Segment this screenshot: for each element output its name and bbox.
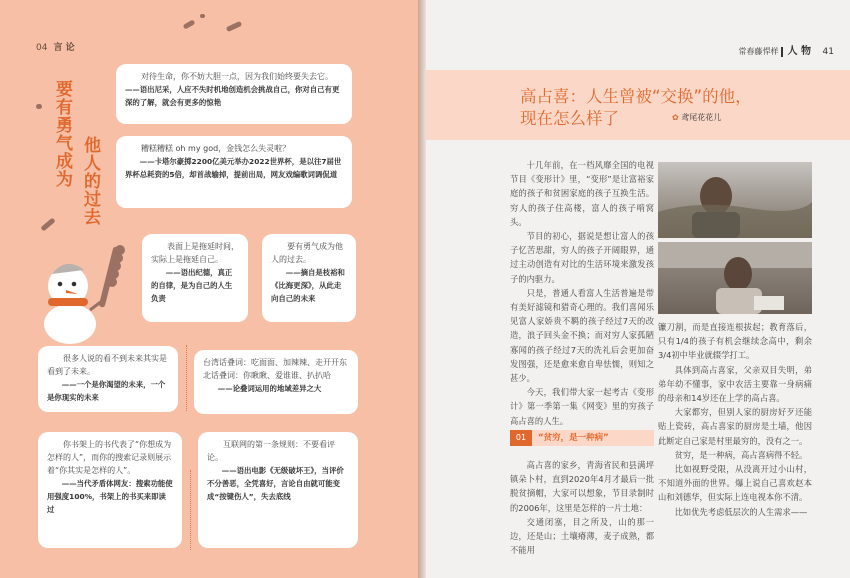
paragraph: 比如视野受限，从没离开过小山村，不知道外面的世界。爆上说自己喜欢赵本山和刘德华，但实际上连电视本你不清。 <box>658 464 812 503</box>
article-title <box>520 86 752 130</box>
quote-bubble-3 <box>142 234 248 322</box>
photo-boy-outdoor <box>658 162 812 238</box>
running-head <box>739 42 834 57</box>
quote-source: ——卡塔尔豪掷2200亿美元举办2022世界杯，是以往7届世界杯总耗资的5倍，却首战输掉，提前出局，网友戏编歌词调侃道 <box>125 157 342 179</box>
flower-icon: ✿ <box>672 113 679 122</box>
quote-source: ——一个是你渴望的未来，一个是你现实的未来 <box>47 380 166 402</box>
paragraph: 镰刀割，而是直接连根拔起；教育落后，只有1/4的孩子有机会继续念高中，剩余3/4初中毕业就辍学打工。 <box>658 322 812 361</box>
running-head-prefix: 常春藤悍样 <box>738 47 779 56</box>
quote-bubble-1 <box>116 64 352 124</box>
quote-source: ——论叠词运用的地域差异之大 <box>217 384 322 393</box>
article-title-line1: 高占喜：人生曾被“交换”的他， <box>520 87 752 106</box>
author-name: 鸢尾花花儿 <box>681 113 722 122</box>
quote-text: 你书架上的书代表了“你想成为怎样的人”，而你的搜索记录则展示着“你其实是怎样的人”。 <box>47 440 172 475</box>
quote-bubble-6 <box>194 350 358 414</box>
boy-portrait-figure <box>658 162 812 238</box>
quote-source: ——摘自是枝裕和《比海更深》，从此走向自己的未来 <box>271 268 345 303</box>
paragraph: 比如优先考虑低层次的人生需求—— <box>674 506 808 517</box>
paragraph: 高占喜的家乡，青海省民和县满坪镇朵卜村，直到2020年4月才最后一批脱贫摘帽，大家可以想象，节目录制时的2006年，这里是怎样的一片土地： <box>510 460 654 513</box>
quote-bubble-5 <box>38 346 178 412</box>
decor-stroke <box>226 21 243 32</box>
decor-stroke <box>40 217 55 231</box>
quote-text: 糟糕糟糕 oh my god，金钱怎么失灵啦？ <box>141 144 291 153</box>
left-title-line2: 他人的过去 <box>80 136 100 226</box>
paragraph: 节目的初心，据说是想让富人的孩子忆苦思甜，穷人的孩子开阔眼界，通过主动创造有对比的生活环境来激发孩子的内驱力。 <box>510 231 654 284</box>
author-byline <box>672 112 721 123</box>
paragraph: 贫穷，是一种病，高占喜病得不轻。 <box>674 449 808 460</box>
boy-reading-figure <box>658 242 812 314</box>
quote-text: 台湾话叠词：吃面面、加辣辣、走开开东北话叠词：你瞅瞅、爱谁谁、扒扒哈 <box>203 358 347 380</box>
decor-stroke <box>200 14 205 18</box>
paragraph: 今天，我们带大家一起考古《变形计》第一季第一集《网变》里的穷孩子高占喜的人生。 <box>510 387 654 426</box>
page-gutter <box>418 0 426 578</box>
quote-source: ——当代矛盾体网友：搜索功能使用强度100%，书架上的书买来即读过 <box>47 479 173 514</box>
quote-text: 互联网的第一条规则：不要看评论。 <box>207 440 335 462</box>
quote-text: 对待生命，你不妨大胆一点，因为我们始终要失去它。 <box>141 72 333 81</box>
right-page-number: 41 <box>822 47 834 57</box>
quote-text: 表面上是拖延时间，实际上是拖延自己。 <box>151 242 239 264</box>
photo-boy-indoor <box>658 242 812 314</box>
quote-bubble-8 <box>198 432 358 548</box>
running-head-divider <box>781 47 783 57</box>
quote-source: ——语出尼采，人应不失时机地创造机会挑战自己，你对自己有更深的了解，就会有更多的惊艳 <box>125 85 340 107</box>
quote-source: ——语出纪德，真正的自律，是为自己的人生负责 <box>151 268 233 303</box>
paragraph: 只是，普通人看富人生活普遍是带有美好滤镜和猎奇心理的。我们喜闻乐见富人家娇贵不羁的孩子经过7天的改造，浪子回头金不换；而对穷人家孤陋寡闻的孩子经过7天的洗礼后会更加奋发图强，还是愈来愈自卑怯懦，则知之甚少。 <box>510 287 654 384</box>
quote-bubble-4 <box>262 234 356 322</box>
running-head-section: 人 物 <box>787 46 811 57</box>
decor-stroke <box>36 104 42 109</box>
article-column-2 <box>658 320 812 519</box>
article-column-1 <box>510 158 654 428</box>
quote-text: 要有勇气成为他人的过去。 <box>271 242 343 264</box>
right-page <box>426 0 850 578</box>
article-column-1-continued <box>510 458 654 557</box>
left-title-line1: 要有勇气成为 <box>52 80 72 188</box>
paragraph: 大家都穷，但别人家的厨房好歹还能贴上瓷砖，高占喜家的厨房是土墙，他因此断定自己家是村里最穷的，没有之一。 <box>658 407 812 446</box>
left-page-header <box>36 40 75 53</box>
section-number: 01 <box>510 430 532 446</box>
article-title-line2: 现在怎么样了 <box>520 109 619 128</box>
quote-bubble-7 <box>38 432 182 548</box>
decor-stroke <box>183 19 196 29</box>
section-heading <box>510 430 654 446</box>
snowman-illustration <box>34 240 138 344</box>
paragraph: 十几年前，在一档风靡全国的电视节目《变形计》里，“变形”是让富裕家庭的孩子和贫困家庭的孩子互换生活。穷人的孩子住高楼，富人的孩子啃窝头。 <box>510 160 654 227</box>
section-title: “贫穷，是一种病” <box>538 433 609 443</box>
left-section-name: 言 论 <box>53 43 75 53</box>
paragraph: 具体到高占喜家，父亲双目失明，弟弟年幼不懂事，家中农活主要靠一身病痛的母亲和14岁还在上学的高占喜。 <box>658 364 812 404</box>
dotted-divider <box>186 345 187 411</box>
paragraph: 交通闭塞，目之所及，山的那一边，还是山；土壤瘠薄，麦子成熟，都不能用 <box>510 516 654 556</box>
left-page <box>0 0 418 578</box>
quote-bubble-2 <box>116 136 352 208</box>
dotted-divider <box>190 470 191 550</box>
left-page-number: 04 <box>36 43 48 53</box>
quote-source: ——语出电影《无级破坏王》，当评价不分善恶，全凭喜好，言论自由就可能变成“按键伤人”，失去底线 <box>207 466 344 501</box>
quote-text: 很多人说的看不到未来其实是看到了未来。 <box>47 354 167 376</box>
